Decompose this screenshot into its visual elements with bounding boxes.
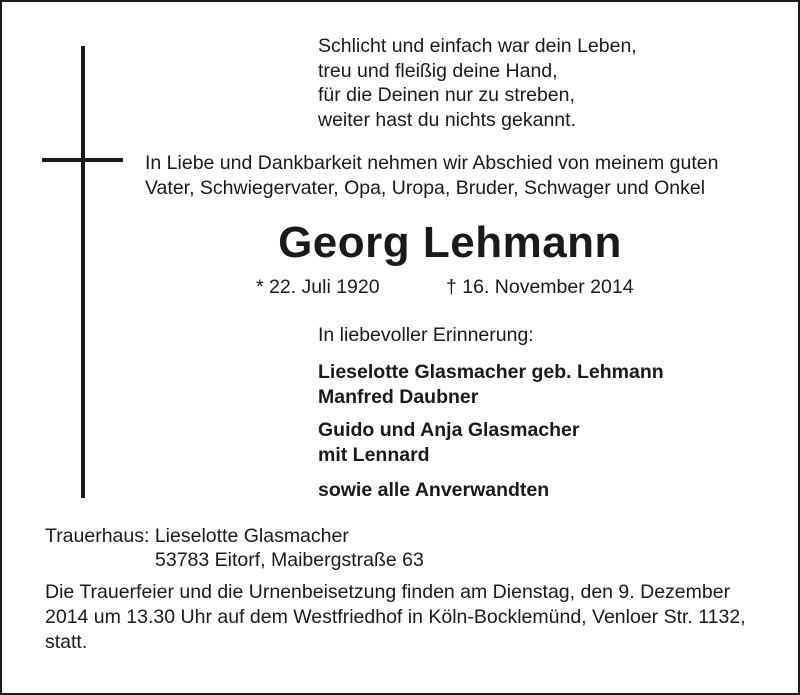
mourner-name: Guido und Anja Glasmacher [318, 419, 580, 441]
cross-horizontal-bar [42, 158, 123, 162]
death-date: † 16. November 2014 [446, 276, 634, 298]
poem-line: treu und fleißig deine Hand, [318, 59, 558, 82]
mourning-house-address: 53783 Eitorf, Maibergstraße 63 [155, 549, 424, 571]
intro-text [145, 151, 718, 201]
intro-line: Vater, Schwiegervater, Opa, Uropa, Bruder, Schwager und Onkel [145, 177, 706, 199]
memory-heading: In liebevoller Erinnerung: [318, 324, 534, 346]
deceased-name: Georg Lehmann [278, 218, 622, 267]
deceased-name-row [0, 218, 800, 268]
poem-line: weiter hast du nichts gekannt. [318, 108, 576, 131]
notice-line: Die Trauerfeier und die Urnenbeisetzung finden am Dienstag, den 9. Dezember [45, 581, 731, 603]
birth-date: * 22. Juli 1920 [256, 276, 380, 298]
mourning-house-line: Trauerhaus: Lieselotte Glasmacher [45, 525, 349, 547]
poem [318, 34, 637, 132]
funeral-notice [45, 580, 746, 655]
mourner-name: Manfred Daubner [318, 386, 479, 408]
mourner-group [318, 360, 664, 410]
notice-line: 2014 um 13.30 Uhr auf dem Westfriedhof in Köln-Bocklemünd, Venloer Str. 1132, [45, 606, 746, 628]
poem-line: Schlicht und einfach war dein Leben, [318, 35, 637, 57]
notice-line: statt. [45, 631, 88, 653]
poem-line: für die Deinen nur zu streben, [318, 84, 575, 106]
cross-vertical-bar [81, 46, 85, 498]
intro-line: In Liebe und Dankbarkeit nehmen wir Abschied von meinem guten [145, 152, 719, 174]
mourner-relatives: sowie alle Anverwandten [318, 479, 550, 501]
mourner-group [318, 418, 580, 468]
mourner-name: Lieselotte Glasmacher geb. Lehmann [318, 361, 664, 383]
mourner-name: mit Lennard [318, 444, 430, 466]
